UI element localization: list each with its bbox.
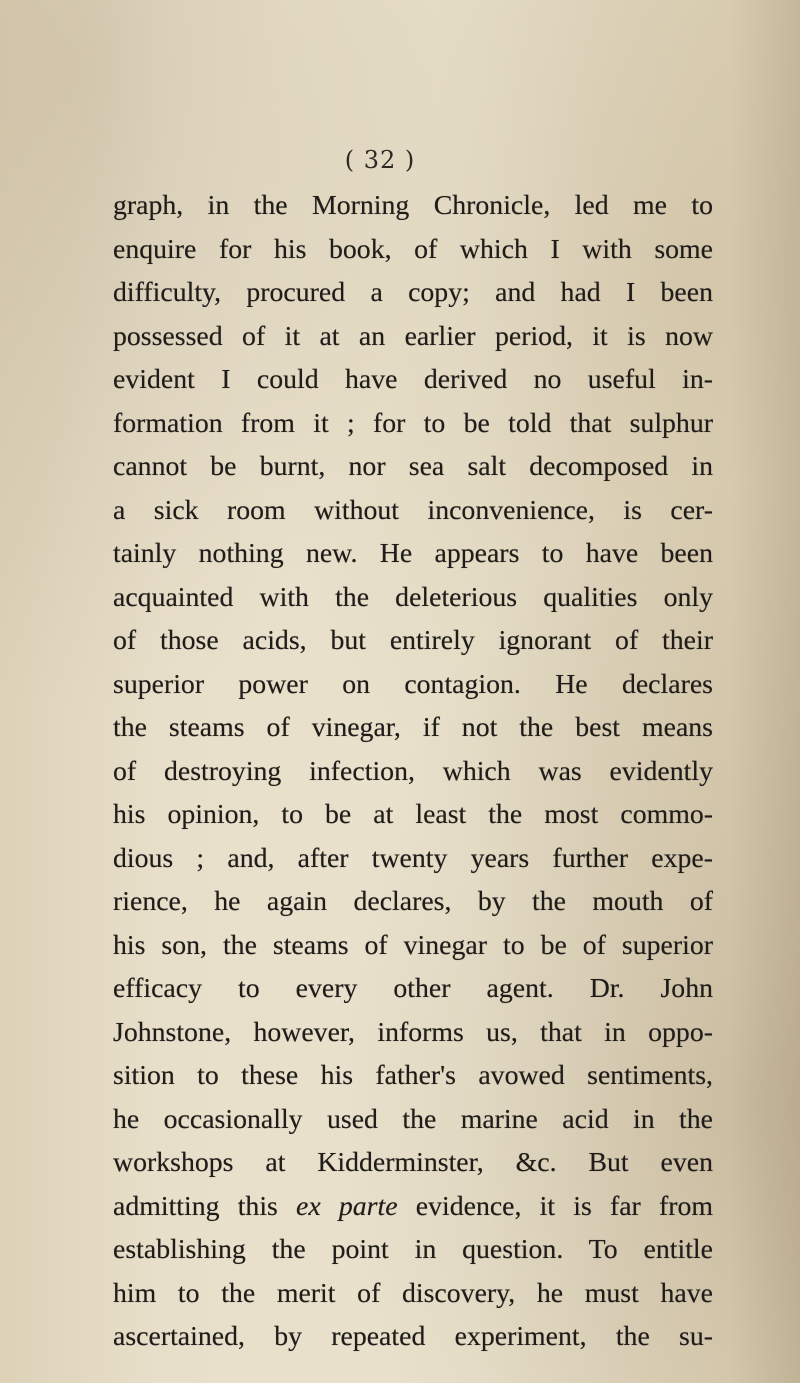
text-line: of those acids, but entirely ignorant of their xyxy=(113,625,713,656)
text-line: graph, in the Morning Chronicle, led me to xyxy=(113,190,713,221)
text-line: establishing the point in question. To entitle xyxy=(113,1234,713,1265)
text-line: dious ; and, after twenty years further expe- xyxy=(113,842,713,874)
text-line: efficacy to every other agent. Dr. John xyxy=(113,973,713,1004)
text-line: of destroying infection, which was evidently xyxy=(113,755,713,787)
text-line: evident I could have derived no useful in- xyxy=(113,364,713,395)
page-edge-shadow xyxy=(730,0,800,1383)
text-line: rience, he again declares, by the mouth of xyxy=(113,886,713,917)
text-line: cannot be burnt, nor sea salt decomposed in xyxy=(113,451,713,482)
text-line: Johnstone, however, informs us, that in oppo- xyxy=(113,1016,713,1048)
text-line: enquire for his book, of which I with some xyxy=(113,233,713,265)
italic-phrase: ex parte xyxy=(296,1190,398,1222)
text-segment: evidence, it is far from xyxy=(397,1190,713,1222)
text-segment: admitting this xyxy=(113,1190,297,1222)
body-text xyxy=(113,184,713,1359)
text-line-with-italic xyxy=(113,1185,713,1229)
text-line: possessed of it at an earlier period, it is now xyxy=(113,320,713,352)
page-number: ( 32 ) xyxy=(344,146,416,174)
text-line: he occasionally used the marine acid in the xyxy=(113,1103,713,1135)
text-line: sition to these his father's avowed sentiments, xyxy=(113,1060,713,1091)
text-line: tainly nothing new. He appears to have been xyxy=(113,538,713,569)
text-line: his opinion, to be at least the most commo- xyxy=(113,799,713,830)
text-line: a sick room without inconvenience, is cer- xyxy=(113,494,713,526)
text-line: acquainted with the deleterious qualities only xyxy=(113,581,713,613)
text-line: superior power on contagion. He declares xyxy=(113,668,713,700)
text-line: his son, the steams of vinegar to be of superior xyxy=(113,929,713,961)
text-line: workshops at Kidderminster, &c. But even xyxy=(113,1147,713,1178)
text-line: ascertained, by repeated experiment, the su- xyxy=(113,1321,713,1352)
text-line: difficulty, procured a copy; and had I been xyxy=(113,277,713,308)
text-line: the steams of vinegar, if not the best means xyxy=(113,712,713,743)
text-line: formation from it ; for to be told that sulphur xyxy=(113,407,713,439)
text-line: him to the merit of discovery, he must have xyxy=(113,1277,713,1309)
